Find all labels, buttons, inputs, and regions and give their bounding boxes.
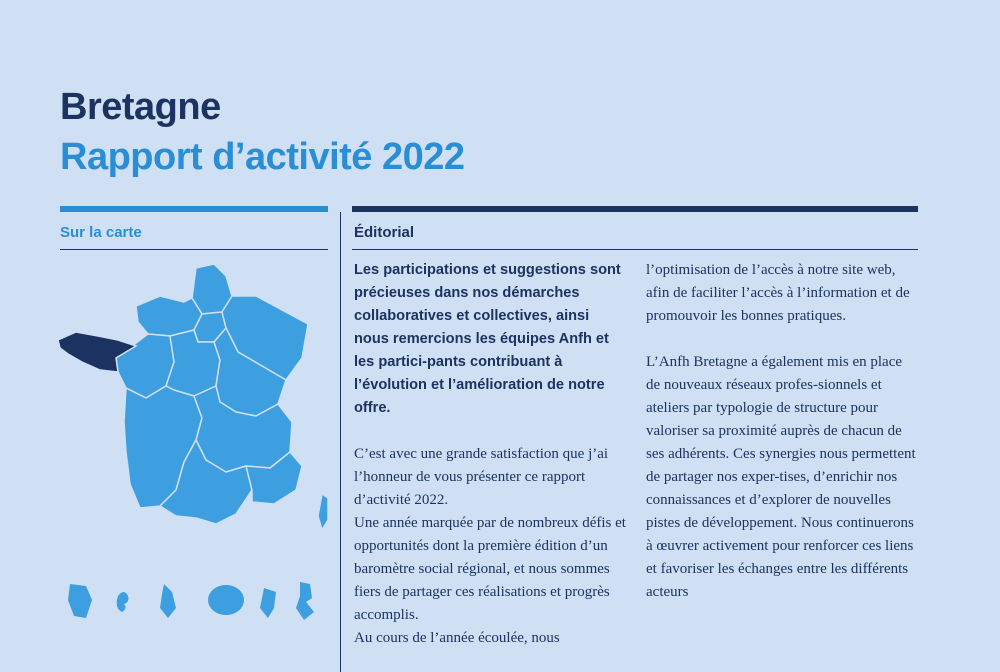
editorial-lead: Les participations et suggestions sont précieuses dans nos démarches collaboratives et collectives, ainsi nous remercions les équipes Anfh et les partici-pants contribuant à l’évolution et l’amélioration de notre offre.	[354, 262, 621, 416]
territory-guadeloupe	[117, 592, 129, 612]
editorial-heading: Éditorial	[354, 224, 415, 241]
right-heading-divider	[352, 249, 918, 250]
editorial-column-2	[646, 259, 918, 604]
report-title: Rapport d’activité 2022	[60, 136, 465, 178]
left-top-rule	[60, 206, 328, 212]
editorial-paragraph: l’optimisation de l’accès à notre site web, afin de faciliter l’accès à l’information et de promouvoir les bonnes pratiques.	[646, 262, 910, 324]
region-corse	[318, 494, 328, 530]
editorial-paragraph: C’est avec une grande satisfaction que j’ai l’honneur de vous présenter ce rapport d’activité 2022.	[354, 446, 609, 508]
france-map-icon	[56, 262, 336, 562]
column-divider	[340, 212, 341, 672]
territory-martinique	[160, 584, 176, 618]
editorial-paragraph: Au cours de l’année écoulée, nous	[354, 630, 560, 646]
overseas-territories-icon	[64, 578, 334, 622]
territory-mayotte	[260, 588, 276, 618]
territory-reunion	[208, 585, 244, 615]
editorial-paragraph: L’Anfh Bretagne a également mis en place de nouveaux réseaux profes-sionnels et ateliers par typologie de structure pour valoriser sa proximité auprès de chacun de ses adhérents. Ces synergies nous permettent de partager nos exper-tises, d’enrichir nos connaissances et d’explorer de nouvelles pistes de développement. Nous continuerons à œuvrer activement pour renforcer ces liens et favoriser les échanges entre les différents acteurs	[646, 354, 916, 600]
territory-guyane	[68, 584, 92, 618]
left-heading-divider	[60, 249, 328, 250]
territory-saint-pierre	[296, 582, 314, 620]
map-section-heading: Sur la carte	[60, 224, 142, 241]
editorial-paragraph: Une année marquée par de nombreux défis et opportunités dont la première édition d’un baromètre social régional, et nous sommes fiers de partager ces réalisations et progrès accomplis.	[354, 515, 626, 623]
editorial-column-1	[354, 259, 626, 650]
right-top-rule	[352, 206, 918, 212]
region-title: Bretagne	[60, 86, 221, 128]
